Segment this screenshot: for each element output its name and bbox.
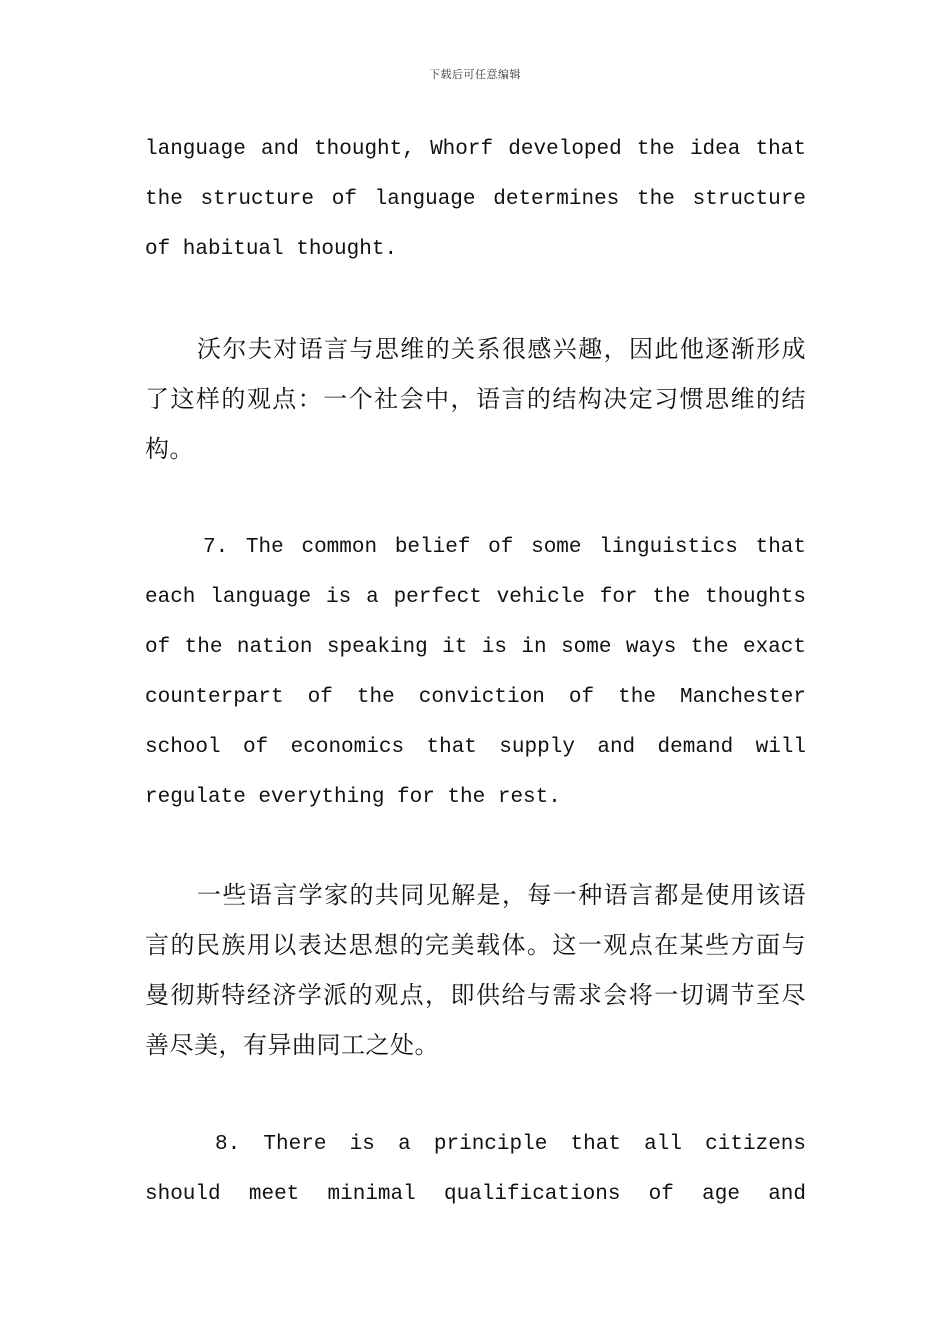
paragraph-7-english [145,523,806,823]
paragraph-text: 7. The common belief of some linguistics that each language is a perfect vehicle for the thoughts of the nation speaking it is in some ways the exact counterpart of the conviction of the Manchester school of economics that supply and demand will regulate everything for the rest. [145,536,806,809]
paragraph-text: 8. There is a principle that all citizens should meet minimal qualifications of age and [145,1133,806,1206]
paragraph-7-chinese [145,870,806,1070]
paragraph-text: language and thought, Whorf developed the idea that the structure of language determines the structure of habitual thought. [145,138,806,261]
paragraph-text: 一些语言学家的共同见解是，每一种语言都是使用该语言的民族用以表达思想的完美载体。这一观点在某些方面与曼彻斯特经济学派的观点，即供给与需求会将一切调节至尽善尽美，有异曲同工之处。 [145,881,806,1059]
page-header: 下载后可任意编辑 [429,68,521,81]
paragraph-1-english [145,125,806,275]
paragraph-1-chinese [145,324,806,474]
paragraph-8-english [145,1120,806,1220]
paragraph-text: 沃尔夫对语言与思维的关系很感兴趣，因此他逐渐形成了这样的观点：一个社会中，语言的结构决定习惯思维的结构。 [145,335,806,463]
